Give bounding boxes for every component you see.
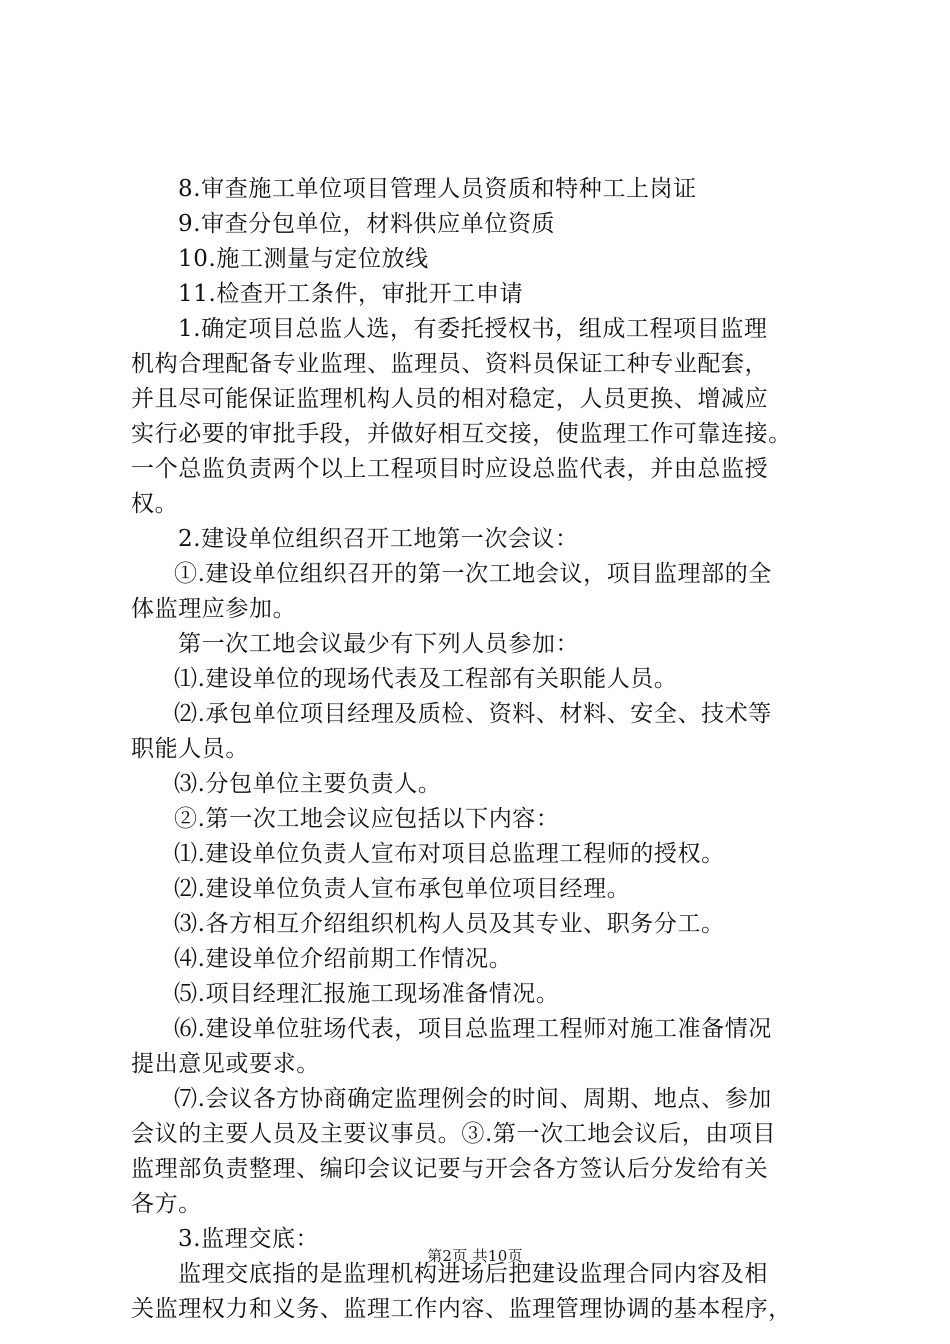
text-line: 9.审查分包单位，材料供应单位资质 xyxy=(178,211,556,237)
text-line: ⑺.会议各方协商确定监理例会的时间、周期、地点、参加 xyxy=(174,1086,772,1112)
text-line: 权。 xyxy=(131,491,179,517)
text-line: 会议的主要人员及主要议事员。③.第一次工地会议后，由项目 xyxy=(131,1121,777,1147)
text-line: 10.施工测量与定位放线 xyxy=(178,246,429,272)
text-line: 一个总监负责两个以上工程项目时应设总监代表，并由总监授 xyxy=(131,456,769,482)
text-line: ⑴.建设单位负责人宣布对项目总监理工程师的授权。 xyxy=(174,841,725,867)
text-line: ⑶.分包单位主要负责人。 xyxy=(174,771,442,797)
text-line: 8.审查施工单位项目管理人员资质和特种工上岗证 xyxy=(178,176,697,202)
text-line: ⑹.建设单位驻场代表，项目总监理工程师对施工准备情况 xyxy=(174,1016,772,1042)
text-line: 第一次工地会议最少有下列人员参加： xyxy=(178,631,580,657)
text-line: 11.检查开工条件，审批开工申请 xyxy=(178,281,524,307)
text-line: 3.监理交底： xyxy=(178,1226,320,1252)
text-line: ①.建设单位组织召开的第一次工地会议，项目监理部的全 xyxy=(174,561,772,587)
text-line: 监理交底指的是监理机构进场后把建设监理合同内容及相 xyxy=(178,1261,768,1287)
text-line: ⑶.各方相互介绍组织机构人员及其专业、职务分工。 xyxy=(174,911,725,937)
text-line: ⑴.建设单位的现场代表及工程部有关职能人员。 xyxy=(174,666,678,692)
text-line: 各方。 xyxy=(131,1191,202,1217)
text-line: 职能人员。 xyxy=(131,736,249,762)
page-number-footer: 第2页 共10页 xyxy=(427,1247,523,1265)
text-line: 关监理权力和义务、监理工作内容、监理管理协调的基本程序， xyxy=(131,1296,792,1322)
text-line: 并且尽可能保证监理机构人员的相对稳定，人员更换、增减应 xyxy=(131,386,769,412)
text-line: ⑷.建设单位介绍前期工作情况。 xyxy=(174,946,513,972)
text-line: 实行必要的审批手段，并做好相互交接，使监理工作可靠连接。 xyxy=(131,421,792,447)
document-body xyxy=(131,172,831,1327)
text-line: ⑸.项目经理汇报施工现场准备情况。 xyxy=(174,981,560,1007)
text-line: ②.第一次工地会议应包括以下内容： xyxy=(174,806,560,832)
text-line: 提出意见或要求。 xyxy=(131,1051,320,1077)
text-line: ⑵.建设单位负责人宣布承包单位项目经理。 xyxy=(174,876,631,902)
text-line: ⑵.承包单位项目经理及质检、资料、材料、安全、技术等 xyxy=(174,701,772,727)
text-line: 2.建设单位组织召开工地第一次会议： xyxy=(178,526,579,552)
text-line: 1.确定项目总监人选，有委托授权书，组成工程项目监理 xyxy=(178,316,768,342)
text-line: 机构合理配备专业监理、监理员、资料员保证工种专业配套， xyxy=(131,351,769,377)
text-line: 体监理应参加。 xyxy=(131,596,297,622)
text-line: 监理部负责整理、编印会议记要与开会各方签认后分发给有关 xyxy=(131,1156,769,1182)
